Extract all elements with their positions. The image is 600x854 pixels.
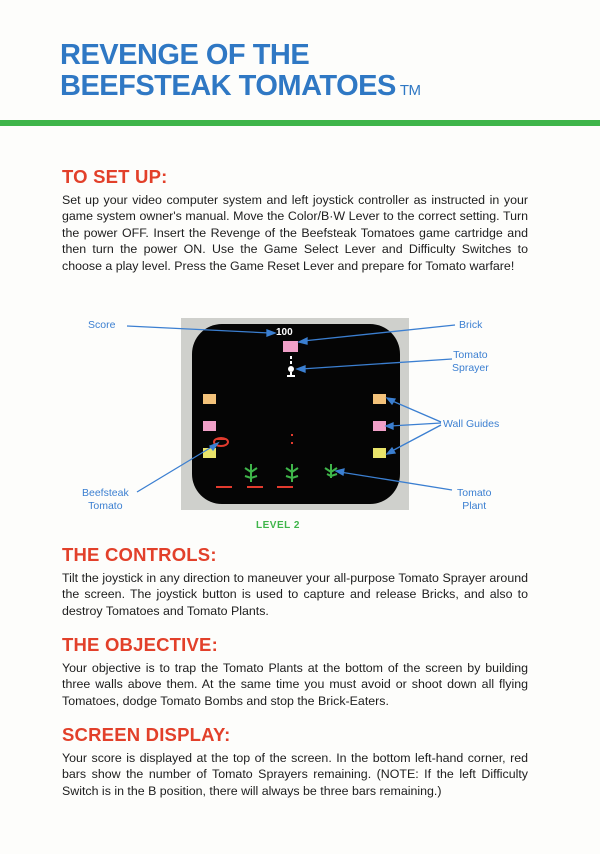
- setup-section: [62, 166, 528, 274]
- label-score: Score: [88, 319, 116, 331]
- title-line-2: BEEFSTEAK TOMATOES: [60, 70, 396, 102]
- trademark-symbol: TM: [399, 82, 421, 99]
- label-beefsteak-tomato: Beefsteak Tomato: [82, 487, 129, 512]
- controls-heading: THE CONTROLS:: [62, 544, 217, 565]
- controls-body: Tilt the joystick in any direction to maneuver your all-purpose Tomato Sprayer around the screen. The joystick button is used to capture and release Bricks, and also to destroy Tomatoes and Tomato Plants.: [62, 571, 528, 618]
- objective-body: Your objective is to trap the Tomato Plants at the bottom of the screen by building three walls above them. At the same time you must avoid or shoot down all flying Tomatoes, dodge Tomato Bombs and stop the Brick-Eaters.: [62, 661, 528, 708]
- setup-body: Set up your video computer system and left joystick controller as instructed in your game system owner's manual. Move the Color/B·W Lever to the correct setting. Turn the power OFF. Insert the Revenge of the Beefsteak Tomatoes game cartridge and then turn the power ON. Use the Game Select Lever and Difficulty Switches to choose a play level. Press the Game Reset Lever and prepare for Tomato warfare!: [62, 193, 528, 273]
- score-value: 100: [276, 327, 293, 338]
- label-tomato-sprayer: Tomato Sprayer: [452, 349, 489, 374]
- green-divider: [0, 120, 600, 126]
- setup-heading: TO SET UP:: [62, 166, 168, 187]
- screen-display-body: Your score is displayed at the top of the screen. In the bottom left-hand corner, red bars show the number of Tomato Sprayers remaining. (NOTE: If the left Difficulty Switch is in the B position, there will always be three bars remaining.): [62, 751, 528, 798]
- game-screen: [192, 324, 400, 504]
- label-wall-guides: Wall Guides: [443, 418, 500, 430]
- screen-display-section: [62, 724, 528, 799]
- title-line-1: REVENGE OF THE: [60, 39, 310, 71]
- screen-display-heading: SCREEN DISPLAY:: [62, 724, 231, 745]
- page-title: [60, 40, 421, 102]
- label-brick: Brick: [459, 319, 483, 331]
- objective-section: [62, 634, 528, 709]
- controls-section: [62, 544, 528, 619]
- label-tomato-plant: Tomato Plant: [457, 487, 492, 512]
- objective-heading: THE OBJECTIVE:: [62, 634, 218, 655]
- figure-caption: LEVEL 2: [256, 520, 300, 531]
